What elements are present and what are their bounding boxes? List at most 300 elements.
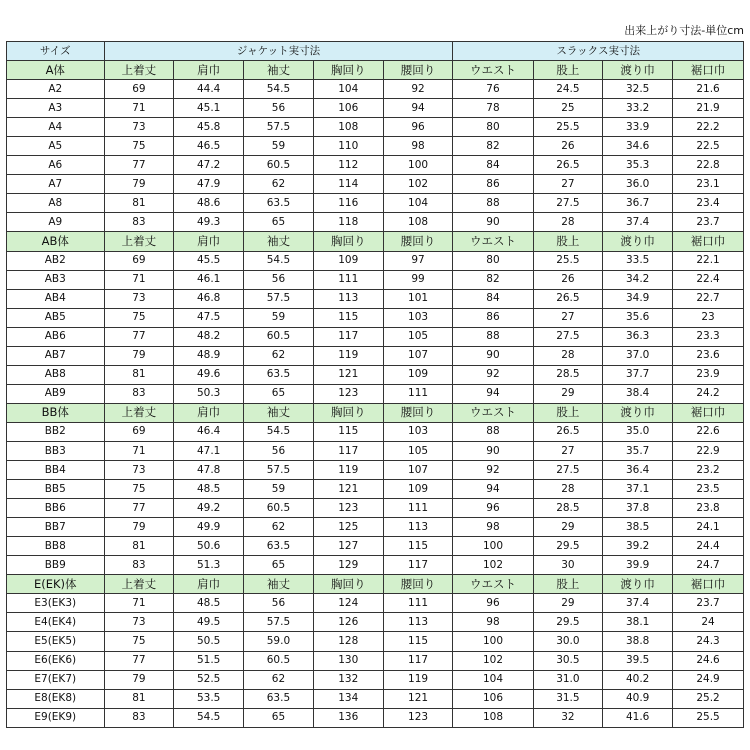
- value-cell: 121: [313, 365, 383, 384]
- value-cell: 23: [673, 308, 744, 327]
- value-cell: 104: [313, 80, 383, 99]
- column-header: 渡り巾: [603, 575, 673, 594]
- column-header: 胸回り: [313, 232, 383, 251]
- value-cell: 27: [533, 175, 603, 194]
- value-cell: 108: [383, 213, 453, 232]
- value-cell: 39.9: [603, 556, 673, 575]
- value-cell: 36.4: [603, 461, 673, 480]
- value-cell: 33.2: [603, 99, 673, 118]
- column-header: 肩巾: [174, 61, 244, 80]
- value-cell: 21.6: [673, 80, 744, 99]
- value-cell: 117: [313, 441, 383, 460]
- column-header: 腰回り: [383, 403, 453, 422]
- size-cell: E5(EK5): [7, 632, 105, 651]
- value-cell: 79: [104, 346, 174, 365]
- value-cell: 107: [383, 346, 453, 365]
- column-header: 渡り巾: [603, 61, 673, 80]
- value-cell: 57.5: [244, 118, 314, 137]
- value-cell: 59: [244, 308, 314, 327]
- value-cell: 23.1: [673, 175, 744, 194]
- value-cell: 25.5: [533, 118, 603, 137]
- value-cell: 23.5: [673, 480, 744, 499]
- size-cell: A6: [7, 156, 105, 175]
- value-cell: 88: [453, 327, 533, 346]
- size-cell: A9: [7, 213, 105, 232]
- value-cell: 40.9: [603, 689, 673, 708]
- value-cell: 24.7: [673, 556, 744, 575]
- value-cell: 28.5: [533, 499, 603, 518]
- value-cell: 105: [383, 327, 453, 346]
- value-cell: 37.1: [603, 480, 673, 499]
- value-cell: 38.4: [603, 384, 673, 403]
- value-cell: 35.3: [603, 156, 673, 175]
- value-cell: 39.2: [603, 537, 673, 556]
- value-cell: 24.4: [673, 537, 744, 556]
- value-cell: 103: [383, 308, 453, 327]
- size-cell: A8: [7, 194, 105, 213]
- value-cell: 73: [104, 289, 174, 308]
- table-row: [7, 480, 744, 499]
- table-row: [7, 613, 744, 632]
- value-cell: 38.1: [603, 613, 673, 632]
- table-row: [7, 80, 744, 99]
- table-row: [7, 156, 744, 175]
- value-cell: 37.4: [603, 213, 673, 232]
- size-cell: BB9: [7, 556, 105, 575]
- table-row: [7, 556, 744, 575]
- value-cell: 47.5: [174, 308, 244, 327]
- value-cell: 123: [313, 499, 383, 518]
- value-cell: 75: [104, 308, 174, 327]
- table-row: [7, 251, 744, 270]
- value-cell: 23.4: [673, 194, 744, 213]
- value-cell: 99: [383, 270, 453, 289]
- value-cell: 57.5: [244, 289, 314, 308]
- column-header: 肩巾: [174, 403, 244, 422]
- value-cell: 57.5: [244, 613, 314, 632]
- value-cell: 126: [313, 613, 383, 632]
- value-cell: 73: [104, 613, 174, 632]
- value-cell: 48.6: [174, 194, 244, 213]
- column-header: 股上: [533, 232, 603, 251]
- value-cell: 113: [383, 613, 453, 632]
- value-cell: 106: [313, 99, 383, 118]
- value-cell: 117: [383, 651, 453, 670]
- table-row: [7, 118, 744, 137]
- table-row: [7, 537, 744, 556]
- column-header: ウエスト: [453, 61, 533, 80]
- value-cell: 116: [313, 194, 383, 213]
- value-cell: 46.8: [174, 289, 244, 308]
- value-cell: 81: [104, 365, 174, 384]
- value-cell: 47.2: [174, 156, 244, 175]
- value-cell: 77: [104, 499, 174, 518]
- value-cell: 56: [244, 270, 314, 289]
- value-cell: 31.0: [533, 670, 603, 689]
- value-cell: 28: [533, 480, 603, 499]
- size-cell: AB7: [7, 346, 105, 365]
- value-cell: 28: [533, 213, 603, 232]
- value-cell: 28: [533, 346, 603, 365]
- table-body: [7, 42, 744, 728]
- value-cell: 81: [104, 689, 174, 708]
- value-cell: 52.5: [174, 670, 244, 689]
- size-cell: E3(EK3): [7, 594, 105, 613]
- value-cell: 90: [453, 441, 533, 460]
- size-cell: A3: [7, 99, 105, 118]
- value-cell: 110: [313, 137, 383, 156]
- value-cell: 71: [104, 99, 174, 118]
- value-cell: 75: [104, 137, 174, 156]
- value-cell: 117: [383, 556, 453, 575]
- value-cell: 92: [453, 461, 533, 480]
- table-row: [7, 461, 744, 480]
- table-row: [7, 327, 744, 346]
- value-cell: 46.1: [174, 270, 244, 289]
- value-cell: 28.5: [533, 365, 603, 384]
- value-cell: 34.6: [603, 137, 673, 156]
- value-cell: 49.3: [174, 213, 244, 232]
- value-cell: 124: [313, 594, 383, 613]
- value-cell: 77: [104, 156, 174, 175]
- value-cell: 48.5: [174, 480, 244, 499]
- value-cell: 35.7: [603, 441, 673, 460]
- table-row: [7, 632, 744, 651]
- group-name: E(EK)体: [7, 575, 105, 594]
- value-cell: 83: [104, 213, 174, 232]
- value-cell: 48.9: [174, 346, 244, 365]
- value-cell: 94: [383, 99, 453, 118]
- value-cell: 96: [383, 118, 453, 137]
- size-cell: BB2: [7, 422, 105, 441]
- value-cell: 25.5: [673, 708, 744, 727]
- value-cell: 38.5: [603, 518, 673, 537]
- value-cell: 113: [383, 518, 453, 537]
- value-cell: 108: [313, 118, 383, 137]
- column-header: 胸回り: [313, 61, 383, 80]
- value-cell: 79: [104, 175, 174, 194]
- value-cell: 113: [313, 289, 383, 308]
- value-cell: 25: [533, 99, 603, 118]
- column-header: 裾口巾: [673, 403, 744, 422]
- value-cell: 22.8: [673, 156, 744, 175]
- value-cell: 41.6: [603, 708, 673, 727]
- column-header: ウエスト: [453, 403, 533, 422]
- value-cell: 24.1: [673, 518, 744, 537]
- value-cell: 49.6: [174, 365, 244, 384]
- value-cell: 119: [313, 461, 383, 480]
- table-row: [7, 422, 744, 441]
- column-header: 股上: [533, 61, 603, 80]
- value-cell: 34.9: [603, 289, 673, 308]
- size-cell: A2: [7, 80, 105, 99]
- table-row: [7, 518, 744, 537]
- value-cell: 37.8: [603, 499, 673, 518]
- group-name: BB体: [7, 403, 105, 422]
- value-cell: 36.7: [603, 194, 673, 213]
- value-cell: 86: [453, 175, 533, 194]
- value-cell: 115: [313, 308, 383, 327]
- slacks-header: スラックス実寸法: [453, 42, 744, 61]
- value-cell: 37.0: [603, 346, 673, 365]
- value-cell: 54.5: [244, 251, 314, 270]
- value-cell: 69: [104, 422, 174, 441]
- value-cell: 63.5: [244, 537, 314, 556]
- value-cell: 29: [533, 384, 603, 403]
- value-cell: 60.5: [244, 156, 314, 175]
- value-cell: 27.5: [533, 461, 603, 480]
- size-cell: A7: [7, 175, 105, 194]
- value-cell: 22.6: [673, 422, 744, 441]
- table-row: [7, 499, 744, 518]
- value-cell: 117: [313, 327, 383, 346]
- table-row: [7, 308, 744, 327]
- value-cell: 40.2: [603, 670, 673, 689]
- value-cell: 26: [533, 137, 603, 156]
- value-cell: 47.9: [174, 175, 244, 194]
- value-cell: 51.5: [174, 651, 244, 670]
- column-header: 股上: [533, 403, 603, 422]
- value-cell: 32.5: [603, 80, 673, 99]
- size-header: サイズ: [7, 42, 105, 61]
- value-cell: 48.2: [174, 327, 244, 346]
- value-cell: 102: [453, 556, 533, 575]
- value-cell: 100: [383, 156, 453, 175]
- value-cell: 63.5: [244, 689, 314, 708]
- value-cell: 118: [313, 213, 383, 232]
- value-cell: 65: [244, 708, 314, 727]
- column-header: 腰回り: [383, 575, 453, 594]
- group-header-row: [7, 61, 744, 80]
- value-cell: 35.6: [603, 308, 673, 327]
- value-cell: 100: [453, 537, 533, 556]
- value-cell: 26.5: [533, 422, 603, 441]
- value-cell: 102: [383, 175, 453, 194]
- value-cell: 29.5: [533, 613, 603, 632]
- value-cell: 27: [533, 441, 603, 460]
- value-cell: 35.0: [603, 422, 673, 441]
- value-cell: 27.5: [533, 327, 603, 346]
- value-cell: 98: [383, 137, 453, 156]
- value-cell: 111: [383, 499, 453, 518]
- value-cell: 54.5: [244, 422, 314, 441]
- column-header: 渡り巾: [603, 232, 673, 251]
- column-header: 胸回り: [313, 403, 383, 422]
- column-header: 上着丈: [104, 575, 174, 594]
- size-cell: AB8: [7, 365, 105, 384]
- size-cell: AB3: [7, 270, 105, 289]
- value-cell: 45.5: [174, 251, 244, 270]
- value-cell: 26.5: [533, 156, 603, 175]
- value-cell: 134: [313, 689, 383, 708]
- size-cell: AB2: [7, 251, 105, 270]
- value-cell: 78: [453, 99, 533, 118]
- value-cell: 56: [244, 99, 314, 118]
- value-cell: 119: [313, 346, 383, 365]
- table-row: [7, 689, 744, 708]
- value-cell: 76: [453, 80, 533, 99]
- value-cell: 90: [453, 346, 533, 365]
- value-cell: 65: [244, 384, 314, 403]
- value-cell: 84: [453, 156, 533, 175]
- value-cell: 37.7: [603, 365, 673, 384]
- value-cell: 96: [453, 594, 533, 613]
- table-row: [7, 708, 744, 727]
- value-cell: 24.3: [673, 632, 744, 651]
- size-cell: E7(EK7): [7, 670, 105, 689]
- value-cell: 65: [244, 556, 314, 575]
- column-header: 袖丈: [244, 61, 314, 80]
- table-row: [7, 365, 744, 384]
- value-cell: 115: [313, 422, 383, 441]
- value-cell: 24.6: [673, 651, 744, 670]
- value-cell: 60.5: [244, 327, 314, 346]
- table-row: [7, 384, 744, 403]
- value-cell: 83: [104, 708, 174, 727]
- value-cell: 23.2: [673, 461, 744, 480]
- value-cell: 45.1: [174, 99, 244, 118]
- value-cell: 24.9: [673, 670, 744, 689]
- value-cell: 127: [313, 537, 383, 556]
- value-cell: 111: [313, 270, 383, 289]
- value-cell: 106: [453, 689, 533, 708]
- value-cell: 73: [104, 461, 174, 480]
- value-cell: 77: [104, 651, 174, 670]
- value-cell: 104: [453, 670, 533, 689]
- column-header: 上着丈: [104, 61, 174, 80]
- column-header: 袖丈: [244, 575, 314, 594]
- value-cell: 62: [244, 670, 314, 689]
- size-cell: BB3: [7, 441, 105, 460]
- table-row: [7, 670, 744, 689]
- value-cell: 33.5: [603, 251, 673, 270]
- column-header: 肩巾: [174, 575, 244, 594]
- value-cell: 136: [313, 708, 383, 727]
- value-cell: 48.5: [174, 594, 244, 613]
- size-cell: E8(EK8): [7, 689, 105, 708]
- value-cell: 22.2: [673, 118, 744, 137]
- value-cell: 24: [673, 613, 744, 632]
- value-cell: 60.5: [244, 651, 314, 670]
- value-cell: 22.1: [673, 251, 744, 270]
- size-cell: A5: [7, 137, 105, 156]
- value-cell: 47.1: [174, 441, 244, 460]
- value-cell: 115: [383, 632, 453, 651]
- table-row: [7, 346, 744, 365]
- size-cell: BB8: [7, 537, 105, 556]
- value-cell: 29.5: [533, 537, 603, 556]
- size-cell: BB5: [7, 480, 105, 499]
- table-row: [7, 441, 744, 460]
- value-cell: 38.8: [603, 632, 673, 651]
- value-cell: 115: [383, 537, 453, 556]
- value-cell: 69: [104, 80, 174, 99]
- value-cell: 119: [383, 670, 453, 689]
- value-cell: 88: [453, 422, 533, 441]
- top-header-row: [7, 42, 744, 61]
- value-cell: 34.2: [603, 270, 673, 289]
- value-cell: 92: [453, 365, 533, 384]
- value-cell: 50.5: [174, 632, 244, 651]
- value-cell: 37.4: [603, 594, 673, 613]
- value-cell: 50.3: [174, 384, 244, 403]
- value-cell: 123: [313, 384, 383, 403]
- value-cell: 108: [453, 708, 533, 727]
- value-cell: 129: [313, 556, 383, 575]
- value-cell: 56: [244, 594, 314, 613]
- table-row: [7, 137, 744, 156]
- value-cell: 62: [244, 518, 314, 537]
- column-header: 上着丈: [104, 403, 174, 422]
- value-cell: 46.4: [174, 422, 244, 441]
- value-cell: 128: [313, 632, 383, 651]
- value-cell: 80: [453, 118, 533, 137]
- value-cell: 102: [453, 651, 533, 670]
- size-cell: AB4: [7, 289, 105, 308]
- value-cell: 71: [104, 441, 174, 460]
- value-cell: 53.5: [174, 689, 244, 708]
- value-cell: 62: [244, 175, 314, 194]
- value-cell: 123: [383, 708, 453, 727]
- value-cell: 49.9: [174, 518, 244, 537]
- value-cell: 54.5: [244, 80, 314, 99]
- table-row: [7, 594, 744, 613]
- value-cell: 130: [313, 651, 383, 670]
- value-cell: 30: [533, 556, 603, 575]
- value-cell: 94: [453, 384, 533, 403]
- value-cell: 101: [383, 289, 453, 308]
- value-cell: 82: [453, 270, 533, 289]
- value-cell: 44.4: [174, 80, 244, 99]
- value-cell: 103: [383, 422, 453, 441]
- table-row: [7, 194, 744, 213]
- size-cell: AB9: [7, 384, 105, 403]
- value-cell: 73: [104, 118, 174, 137]
- value-cell: 114: [313, 175, 383, 194]
- value-cell: 100: [453, 632, 533, 651]
- table-row: [7, 270, 744, 289]
- value-cell: 79: [104, 518, 174, 537]
- value-cell: 121: [313, 480, 383, 499]
- value-cell: 83: [104, 556, 174, 575]
- column-header: 裾口巾: [673, 61, 744, 80]
- value-cell: 24.2: [673, 384, 744, 403]
- value-cell: 121: [383, 689, 453, 708]
- table-row: [7, 213, 744, 232]
- value-cell: 86: [453, 308, 533, 327]
- value-cell: 96: [453, 499, 533, 518]
- value-cell: 75: [104, 480, 174, 499]
- value-cell: 111: [383, 384, 453, 403]
- value-cell: 94: [453, 480, 533, 499]
- value-cell: 88: [453, 194, 533, 213]
- value-cell: 63.5: [244, 365, 314, 384]
- value-cell: 84: [453, 289, 533, 308]
- value-cell: 54.5: [174, 708, 244, 727]
- size-table: [6, 41, 744, 728]
- value-cell: 47.8: [174, 461, 244, 480]
- value-cell: 69: [104, 251, 174, 270]
- value-cell: 30.0: [533, 632, 603, 651]
- value-cell: 26.5: [533, 289, 603, 308]
- value-cell: 63.5: [244, 194, 314, 213]
- value-cell: 22.9: [673, 441, 744, 460]
- value-cell: 112: [313, 156, 383, 175]
- value-cell: 62: [244, 346, 314, 365]
- value-cell: 27: [533, 308, 603, 327]
- value-cell: 90: [453, 213, 533, 232]
- value-cell: 59.0: [244, 632, 314, 651]
